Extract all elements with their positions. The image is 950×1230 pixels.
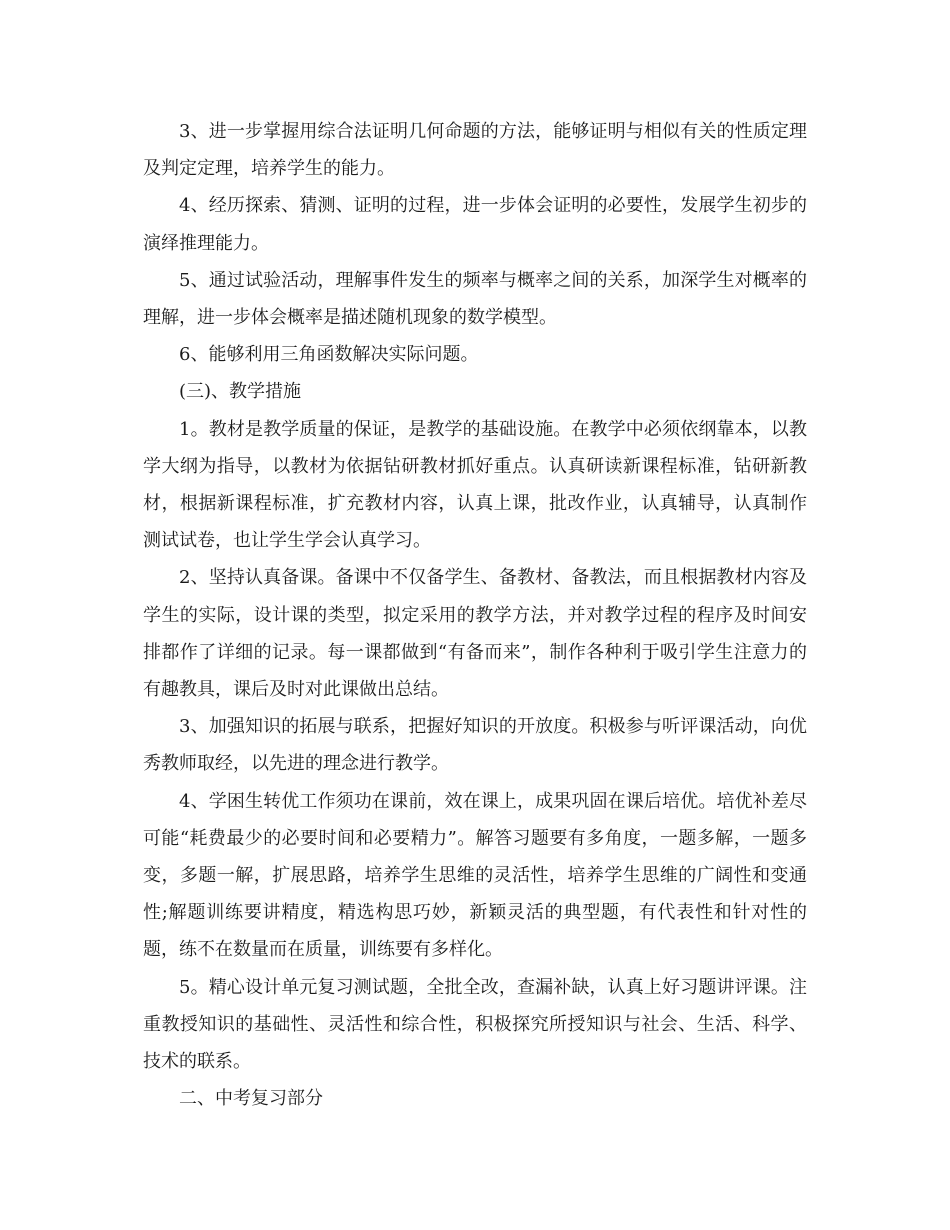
document-body (143, 113, 807, 1117)
paragraph-measure-1: 1。教材是教学质量的保证，是教学的基础设施。在教学中必须依纲靠本，以教学大纲为指导，以教材为依据钻研教材抓好重点。认真研读新课程标准，钻研新教材，根据新课程标准，扩充教材内容，认真上课，批改作业，认真辅导，认真制作测试试卷，也让学生学会认真学习。 (143, 418, 807, 552)
paragraph-measure-5: 5。精心设计单元复习测试题，全批全改，查漏补缺，认真上好习题讲评课。注重教授知识的基础性、灵活性和综合性，积极探究所授知识与社会、生活、科学、技术的联系。 (143, 976, 807, 1073)
paragraph-goal-3: 3、进一步掌握用综合法证明几何命题的方法，能够证明与相似有关的性质定理及判定定理，培养学生的能力。 (143, 121, 807, 180)
paragraph-measure-2: 2、坚持认真备课。备课中不仅备学生、备教材、备教法，而且根据教材内容及学生的实际，设计课的类型，拟定采用的教学方法，并对教学过程的程序及时间安排都作了详细的记录。每一课都做到“有备而来”，制作各种利于吸引学生注意力的有趣教具，课后及时对此课做出总结。 (143, 567, 807, 701)
paragraph-goal-6: 6、能够利用三角函数解决实际问题。 (179, 344, 479, 366)
section-heading-exam-review: 二、中考复习部分 (179, 1088, 323, 1110)
paragraph-measure-3: 3、加强知识的拓展与联系，把握好知识的开放度。积极参与听评课活动，向优秀教师取经，以先进的理念进行教学。 (143, 716, 807, 775)
section-heading-teaching-measures: (三)、教学措施 (179, 381, 302, 403)
paragraph-measure-4: 4、学困生转优工作须功在课前，效在课上，成果巩固在课后培优。培优补差尽可能“耗费最少的必要时间和必要精力”。解答习题要有多角度，一题多解，一题多变，多题一解，扩展思路，培养学生思维的灵活性，培养学生思维的广阔性和变通性;解题训练要讲精度，精选构思巧妙，新颖灵活的典型题，有代表性和针对性的题，练不在数量而在质量，训练要有多样化。 (143, 790, 807, 961)
paragraph-goal-5: 5、通过试验活动，理解事件发生的频率与概率之间的关系，加深学生对概率的理解，进一步体会概率是描述随机现象的数学模型。 (143, 269, 807, 329)
paragraph-goal-4: 4、经历探索、猜测、证明的过程，进一步体会证明的必要性，发展学生初步的演绎推理能力。 (143, 195, 807, 254)
